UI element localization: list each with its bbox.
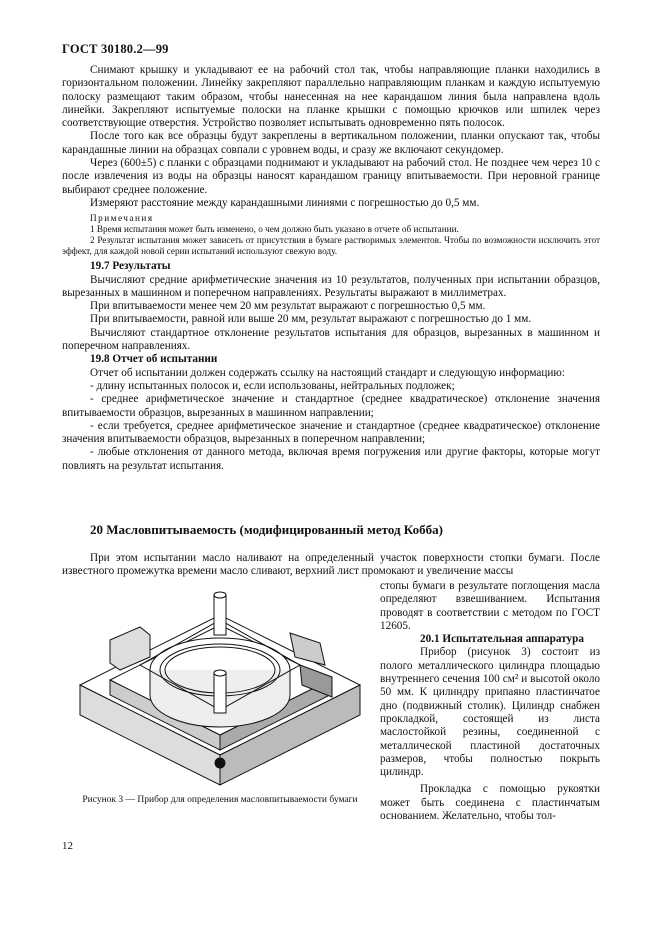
paragraph: Прибор (рисунок 3) состоит из полого металлического цилиндра площадью внутреннего сечения 100 см² и высотой около 50 мм. К цилиндру припаяно пластинчатое дно (подвижный столик). Цилиндр снабжен прокладкой, состоящей из листа маслостойкой резины, соединенной с металлической пластиной достаточных размеров, чтобы полностью покрыть цилиндр. [380, 646, 600, 779]
section-20-title: 20 Масловпитываемость (модифицированный метод Кобба) [90, 522, 443, 537]
page-number: 12 [62, 840, 73, 852]
paragraph: Снимают крышку и укладывают ее на рабочий стол так, чтобы направляющие планки находились в горизонтальном положении. Линейку закрепляют параллельно направляющим планкам и каждую испытуемую полоску размещают таким образом, чтобы нанесенная на нее карандашом линия была направлена вдоль линейки. Закрепляют испытуемые полоски на планке крышки с помощью крючков или шпилек через соответствующие отверстия. Устройство позволяет испытывать одновременно пять полосок. [62, 64, 600, 130]
note-item: 1 Время испытания может быть изменено, о чем должно быть указано в отчете об испытании. [90, 224, 459, 235]
section-20-intro [62, 552, 600, 579]
section-20-1-title: 20.1 Испытательная аппаратура [420, 633, 584, 646]
note-item: 2 Результат испытания может зависеть от присутствия в бумаге растворимых элементов. Чтобы по возможности исключить этот эффект, для каждой новой серии испытаний используют свежую воду. [62, 235, 600, 257]
list-item: - длину испытанных полосок и, если использованы, нейтральных подложек; [90, 379, 455, 392]
paragraph: Вычисляют стандартное отклонение результатов испытания для образцов, вырезанных в машинном и поперечном направлениях. [62, 326, 600, 353]
paragraph: После того как все образцы будут закреплены в вертикальном положении, планки опускают так, чтобы карандашные линии на образцах совпали с уровнем воды, и сразу же включают секундомер. [62, 130, 600, 156]
list-item: - среднее арифметическое значение и стандартное (среднее квадратическое) отклонение значения впитываемости образцов, вырезанных в машинном направлении; [62, 393, 600, 419]
figure-caption: Рисунок 3 — Прибор для определения масловпитываемости бумаги [82, 795, 358, 805]
apparatus-figure [70, 585, 370, 790]
paragraph: При впитываемости менее чем 20 мм результат выражают с погрешностью 0,5 мм. [90, 300, 486, 313]
section-19-7-title: 19.7 Результаты [90, 260, 171, 273]
paragraph: При впитываемости, равной или выше 20 мм, результат выражают с погрешностью до 1 мм. [90, 313, 532, 326]
text-block-top [62, 64, 600, 473]
paragraph: Вычисляют средние арифметические значения из 10 результатов, полученных при испытании образцов, вырезанных в машинном и поперечном направлениях. Результаты выражают в миллиметрах. [62, 273, 600, 299]
document-header: ГОСТ 30180.2—99 [62, 42, 169, 56]
section-19-8-title: 19.8 Отчет об испытании [90, 353, 218, 366]
list-item: - любые отклонения от данного метода, включая время погружения или другие факторы, которые могут повлиять на результат испытания. [62, 446, 600, 472]
notes-title: Примечания [90, 213, 154, 224]
paragraph: Измеряют расстояние между карандашными линиями с погрешностью до 0,5 мм. [90, 196, 480, 209]
paragraph: Отчет об испытании должен содержать ссылку на настоящий стандарт и следующую информацию: [90, 366, 565, 379]
right-column [380, 580, 600, 823]
paragraph: Прокладка с помощью рукоятки может быть соединена с пластинчатым основанием. Желательно, чтобы тол- [380, 783, 600, 823]
paragraph: Через (600±5) с планки с образцами поднимают и укладывают на рабочий стол. Не позднее чем через 10 с после извлечения из воды на образцы наносят карандашом границу впитываемости. При неровной границе выбирают среднее положение. [62, 157, 600, 196]
notes [62, 213, 600, 257]
list-item: - если требуется, среднее арифметическое значение и стандартное (среднее квадратическое) отклонение значения впитываемости образцов, вырезанных в поперечном направлении; [62, 419, 600, 446]
paragraph: При этом испытании масло наливают на определенный участок поверхности стопки бумаги. После известного промежутка времени масло сливают, верхний лист промокают и увеличение массы [62, 552, 600, 578]
paragraph: стопы бумаги в результате поглощения масла определяют взвешиванием. Испытания проводят в соответствии с методом по ГОСТ 12605. [380, 580, 600, 632]
